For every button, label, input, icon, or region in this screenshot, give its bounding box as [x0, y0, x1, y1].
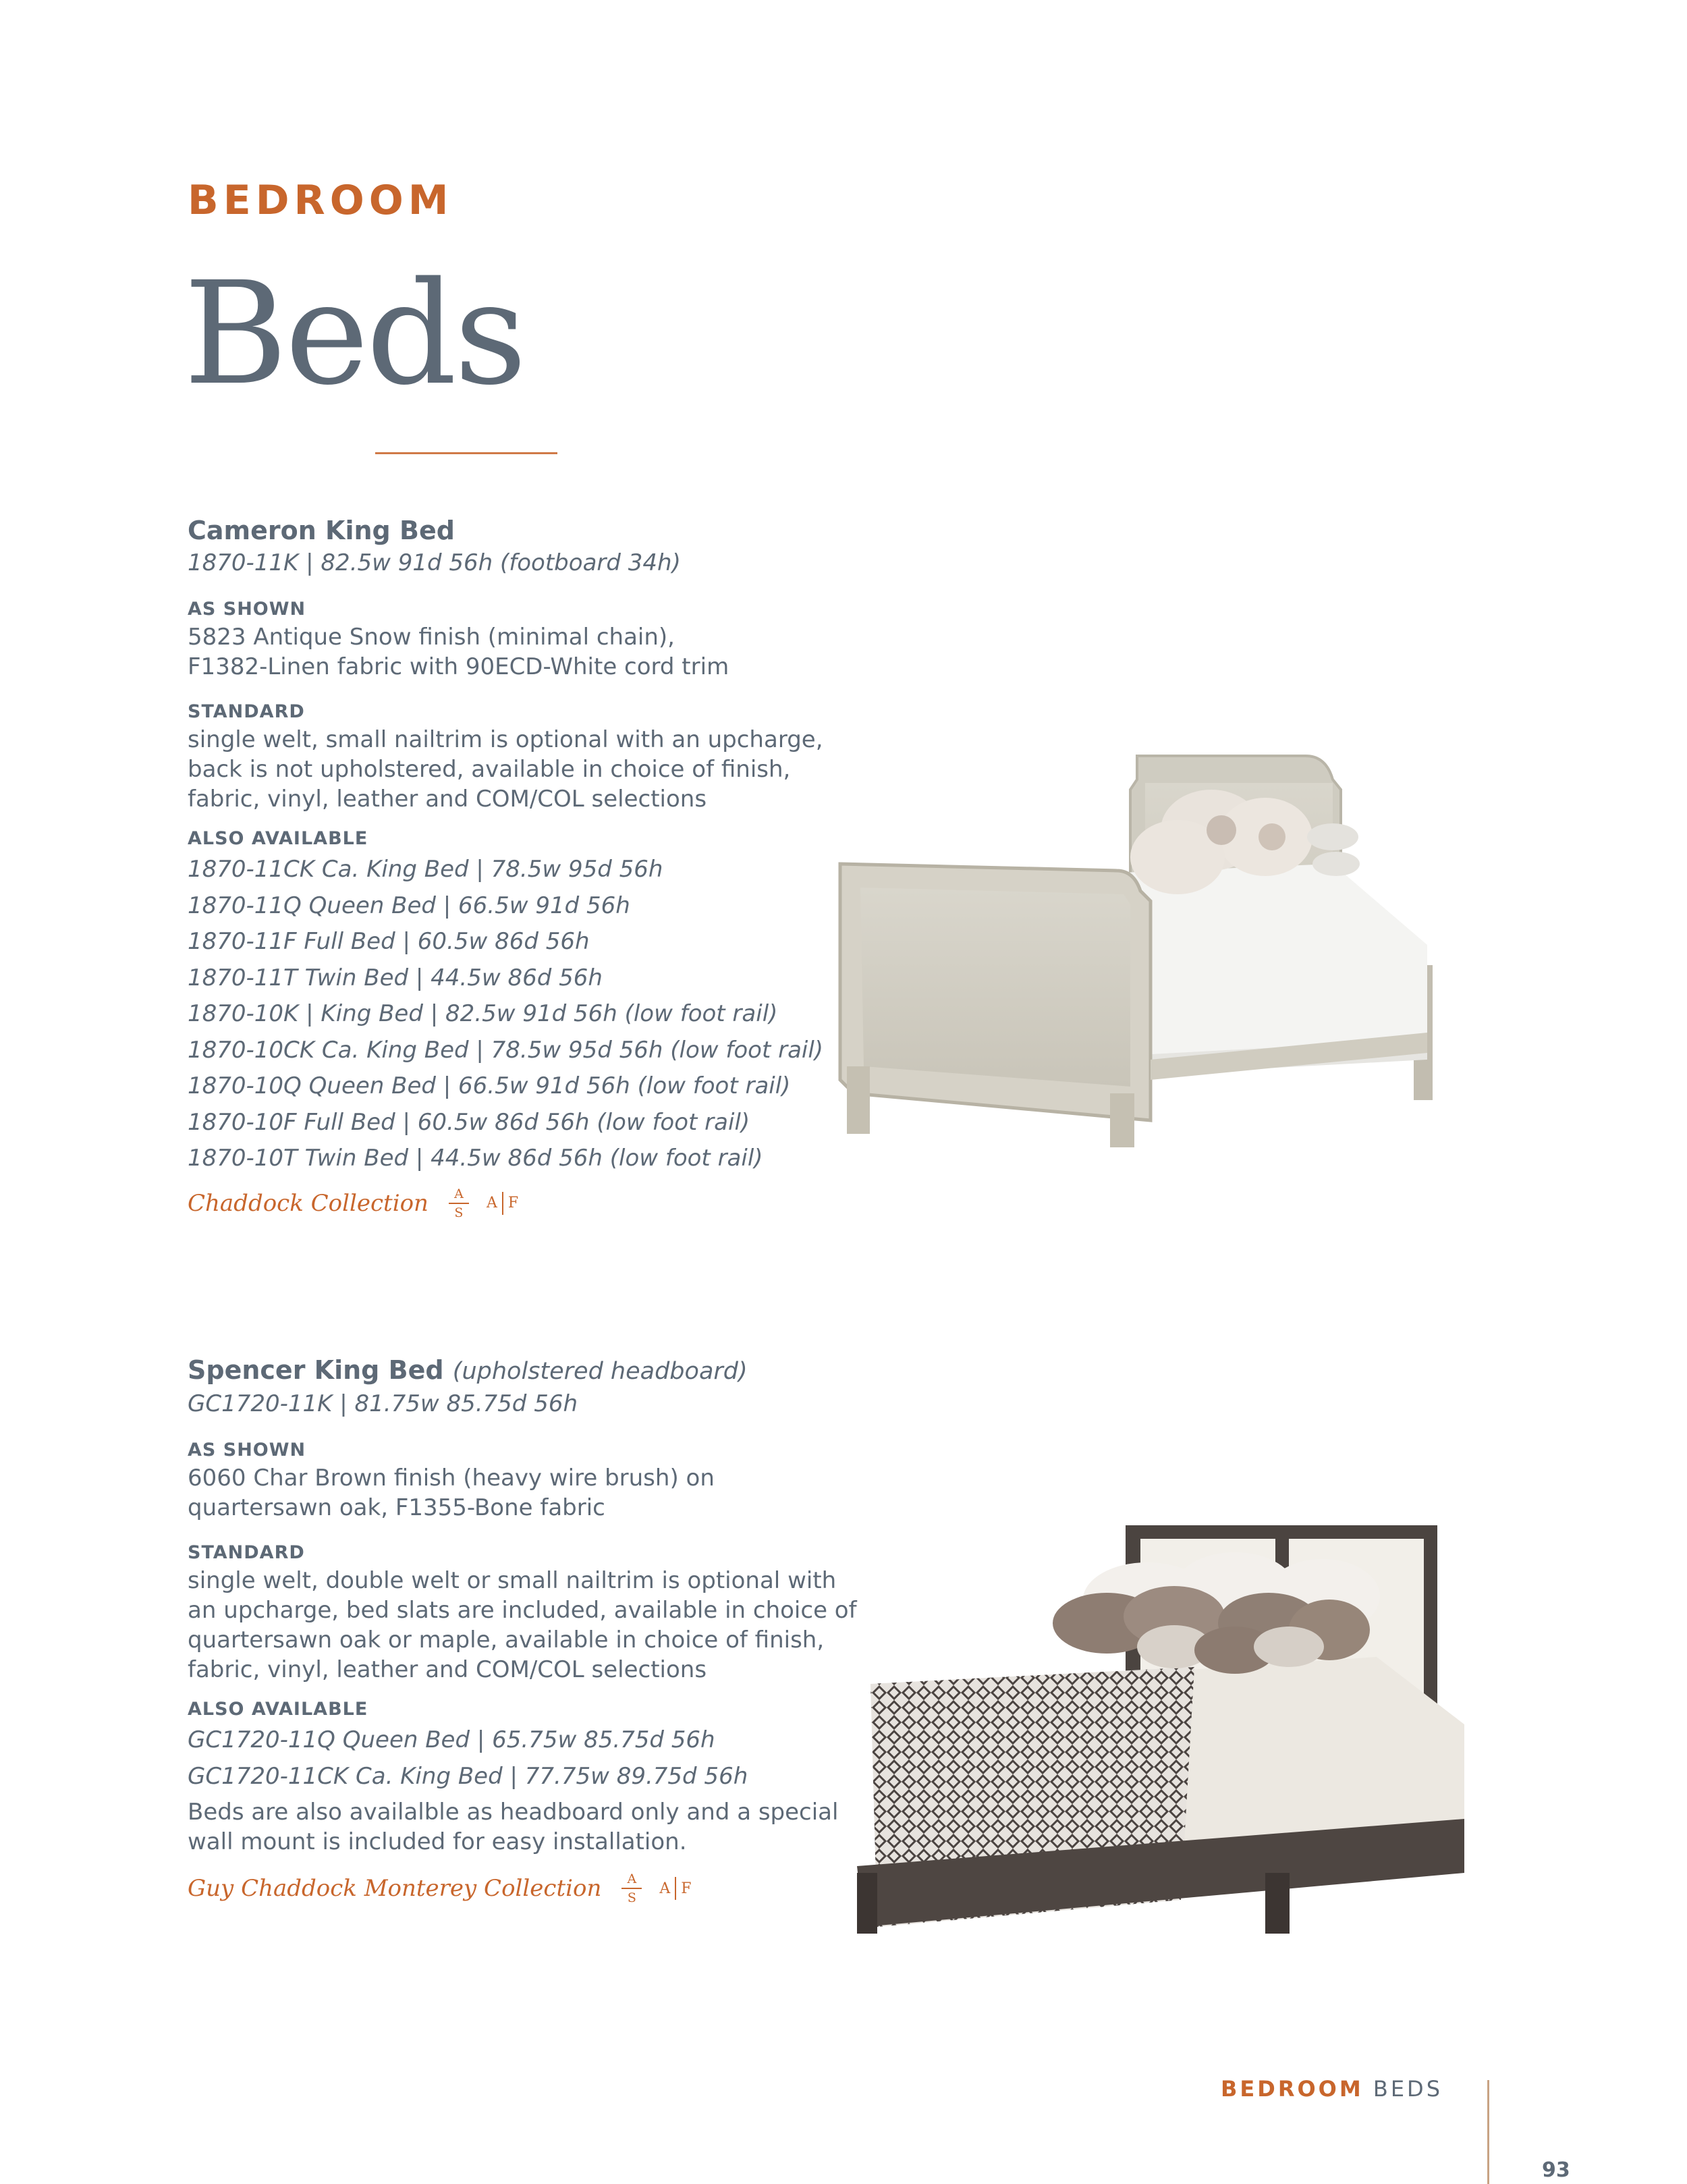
standard-text: single welt, double welt or small nailtrim is optional with an upcharge, bed slats are included, available in choice of quartersawn oak or maple, available in choice of finish, fabric, vinyl, leather and COM/COL selections [188, 1567, 857, 1683]
list-item: 1870-10CK Ca. King Bed | 78.5w 95d 56h (low foot rail) [188, 1036, 824, 1064]
list-item: 1870-11T Twin Bed | 44.5w 86d 56h [188, 964, 603, 991]
list-item: 1870-10F Full Bed | 60.5w 86d 56h (low foot rail) [188, 1108, 750, 1136]
title-divider [375, 452, 557, 454]
page-title: Beds [184, 251, 524, 416]
collection-name: Chaddock Collection [188, 1189, 428, 1217]
footer-divider [1487, 2080, 1489, 2184]
as-shown-label: AS SHOWN [188, 599, 306, 620]
standard-label: STANDARD [188, 1542, 305, 1563]
brand-mark-icon: $\frac{A}{S}$ A F [621, 1872, 691, 1905]
footer-section: BEDROOM BEDS [1221, 2076, 1443, 2102]
also-available-label: ALSO AVAILABLE [188, 828, 368, 849]
section-eyebrow: BEDROOM [188, 177, 453, 224]
product-name: Cameron King Bed [188, 516, 455, 545]
list-item: 1870-11F Full Bed | 60.5w 86d 56h [188, 928, 590, 955]
collection-name: Guy Chaddock Monterey Collection [188, 1875, 602, 1902]
list-item: 1870-10K | King Bed | 82.5w 91d 56h (low foot rail) [188, 1000, 778, 1027]
product-spencer [188, 1354, 889, 1905]
list-item: 1870-11CK Ca. King Bed | 78.5w 95d 56h [188, 856, 663, 883]
product-sku: 1870-11K | 82.5w 91d 56h (footboard 34h) [188, 549, 681, 576]
list-item: GC1720-11CK Ca. King Bed | 77.75w 89.75d 56h [188, 1762, 748, 1790]
standard-text: single welt, small nailtrim is optional with an upcharge, back is not upholstered, available in choice of finish, fabric, vinyl, leather and COM/COL selections [188, 726, 823, 813]
list-item: GC1720-11Q Queen Bed | 65.75w 85.75d 56h [188, 1726, 715, 1753]
collection-row [188, 1872, 889, 1905]
collection-row [188, 1186, 889, 1220]
product-sku: GC1720-11K | 81.75w 85.75d 56h [188, 1390, 578, 1417]
brand-mark-icon: $\frac{A}{S}$ A F [449, 1186, 518, 1220]
also-available-list [188, 852, 889, 1177]
as-shown-label: AS SHOWN [188, 1440, 306, 1460]
as-shown-text: 6060 Char Brown finish (heavy wire brush) on quartersawn oak, F1355-Bone fabric [188, 1465, 715, 1521]
spencer-bed-image [857, 1522, 1478, 1940]
standard-label: STANDARD [188, 701, 305, 722]
list-item: 1870-11Q Queen Bed | 66.5w 91d 56h [188, 892, 630, 919]
product-cameron [188, 514, 889, 1220]
list-item: 1870-10T Twin Bed | 44.5w 86d 56h (low foot rail) [188, 1145, 763, 1172]
also-available-list [188, 1722, 889, 1795]
list-item: 1870-10Q Queen Bed | 66.5w 91d 56h (low foot rail) [188, 1072, 791, 1099]
page-number: 93 [1542, 2158, 1570, 2182]
as-shown-text: 5823 Antique Snow finish (minimal chain), F1382-Linen fabric with 90ECD-White cord trim [188, 624, 729, 680]
headboard-note: Beds are also availalble as headboard only and a special wall mount is included for easy installation. [188, 1799, 839, 1855]
product-name: Spencer King Bed (upholstered headboard) [188, 1355, 748, 1385]
cameron-bed-image [833, 742, 1454, 1147]
also-available-label: ALSO AVAILABLE [188, 1699, 368, 1720]
